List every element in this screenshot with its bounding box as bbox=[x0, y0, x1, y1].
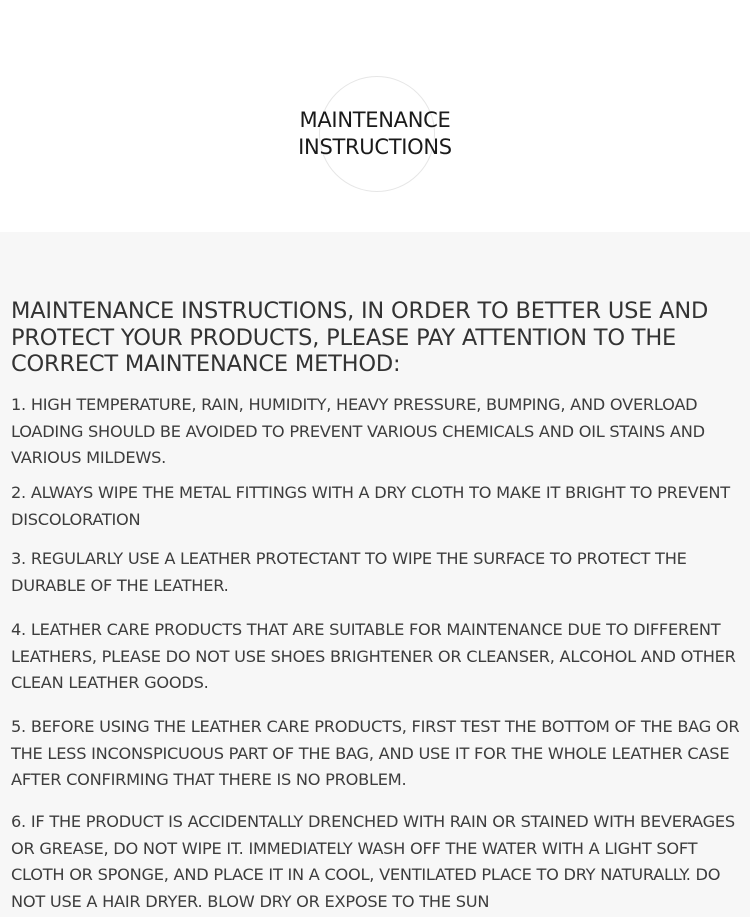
instruction-item-3: 3. REGULARLY USE A LEATHER PROTECTANT TO WIPE THE SURFACE TO PROTECT THE DURABLE OF THE LEATHER. bbox=[11, 549, 687, 595]
page-title bbox=[0, 107, 750, 161]
header-section bbox=[0, 0, 750, 232]
instructions-section bbox=[0, 232, 750, 917]
instruction-item-1: 1. HIGH TEMPERATURE, RAIN, HUMIDITY, HEAVY PRESSURE, BUMPING, AND OVERLOAD LOADING SHOULD BE AVOIDED TO PREVENT VARIOUS CHEMICALS AND OIL STAINS AND VARIOUS MILDEWS. bbox=[11, 395, 705, 468]
page-title-line1: MAINTENANCE bbox=[299, 108, 451, 132]
intro-heading: MAINTENANCE INSTRUCTIONS, IN ORDER TO BETTER USE AND PROTECT YOUR PRODUCTS, PLEASE PAY ATTENTION TO THE CORRECT MAINTENANCE METHOD: bbox=[11, 298, 709, 377]
instruction-item-5: 5. BEFORE USING THE LEATHER CARE PRODUCTS, FIRST TEST THE BOTTOM OF THE BAG OR THE LESS INCONSPICUOUS PART OF THE BAG, AND USE IT FOR THE WHOLE LEATHER CASE AFTER CONFIRMING THAT THERE IS NO PROBLEM. bbox=[11, 717, 740, 790]
instruction-item-2: 2. ALWAYS WIPE THE METAL FITTINGS WITH A DRY CLOTH TO MAKE IT BRIGHT TO PREVENT DISCOLORATION bbox=[11, 483, 730, 529]
instruction-item-6: 6. IF THE PRODUCT IS ACCIDENTALLY DRENCHED WITH RAIN OR STAINED WITH BEVERAGES OR GREASE, DO NOT WIPE IT. IMMEDIATELY WASH OFF THE WATER WITH A LIGHT SOFT CLOTH OR SPONGE, AND PLACE IT IN A COOL, VENTILATED PLACE TO DRY NATURALLY. DO NOT USE A HAIR DRYER. BLOW DRY OR EXPOSE TO THE SUN bbox=[11, 812, 735, 911]
page-title-line2: INSTRUCTIONS bbox=[298, 135, 452, 159]
instruction-item-4: 4. LEATHER CARE PRODUCTS THAT ARE SUITABLE FOR MAINTENANCE DUE TO DIFFERENT LEATHERS, PLEASE DO NOT USE SHOES BRIGHTENER OR CLEANSER, ALCOHOL AND OTHER CLEAN LEATHER GOODS. bbox=[11, 620, 736, 693]
